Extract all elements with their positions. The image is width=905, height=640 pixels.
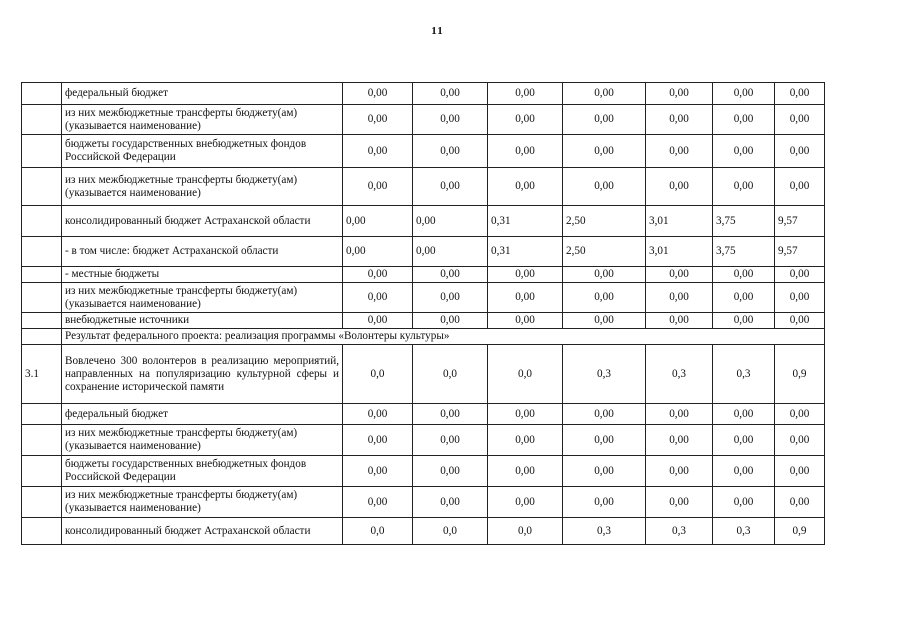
- value-cell: 0,00: [413, 313, 488, 329]
- row-number-cell: [22, 456, 62, 487]
- table-row: [22, 105, 825, 135]
- value-cell: 0,00: [646, 283, 713, 313]
- value-cell: 0,00: [488, 267, 563, 283]
- row-label: из них межбюджетные трансферты бюджету(ам) (указывается наименование): [62, 425, 343, 456]
- value-cell: 0,00: [775, 425, 825, 456]
- row-number-cell: [22, 135, 62, 168]
- value-cell: 0,3: [713, 518, 775, 545]
- value-cell: 0,00: [343, 425, 413, 456]
- row-number-cell: [22, 105, 62, 135]
- value-cell: 0,00: [413, 456, 488, 487]
- value-cell: 0,3: [646, 345, 713, 404]
- value-cell: 0,3: [646, 518, 713, 545]
- value-cell: 0,00: [646, 487, 713, 518]
- value-cell: 0,00: [413, 425, 488, 456]
- table-row: [22, 404, 825, 425]
- row-number-cell: [22, 206, 62, 237]
- table-row: [22, 267, 825, 283]
- value-cell: 0,00: [775, 283, 825, 313]
- value-cell: 0,00: [646, 105, 713, 135]
- value-cell: 0,00: [488, 313, 563, 329]
- table-row: [22, 83, 825, 105]
- value-cell: 0,00: [563, 404, 646, 425]
- value-cell: 0,00: [343, 456, 413, 487]
- value-cell: 0,0: [343, 518, 413, 545]
- value-cell: 0,00: [343, 267, 413, 283]
- value-cell: 0,9: [775, 518, 825, 545]
- value-cell: 0,00: [713, 168, 775, 206]
- value-cell: 0,00: [775, 404, 825, 425]
- value-cell: 0,00: [646, 313, 713, 329]
- value-cell: 0,00: [775, 105, 825, 135]
- row-number-cell: [22, 267, 62, 283]
- value-cell: 0,00: [563, 168, 646, 206]
- value-cell: 0,00: [646, 425, 713, 456]
- value-cell: 0,00: [413, 404, 488, 425]
- row-number-cell: [22, 329, 62, 345]
- value-cell: 3,01: [646, 206, 713, 237]
- value-cell: 0,0: [343, 345, 413, 404]
- value-cell: 0,9: [775, 345, 825, 404]
- row-number-cell: [22, 313, 62, 329]
- value-cell: 0,00: [563, 313, 646, 329]
- value-cell: 0,0: [413, 345, 488, 404]
- value-cell: 0,3: [563, 345, 646, 404]
- value-cell: 0,00: [775, 83, 825, 105]
- value-cell: 0,00: [646, 168, 713, 206]
- value-cell: 0,00: [713, 283, 775, 313]
- value-cell: 0,00: [646, 83, 713, 105]
- table-row: [22, 237, 825, 267]
- value-cell: 0,00: [563, 83, 646, 105]
- value-cell: 0,00: [488, 487, 563, 518]
- value-cell: 0,00: [343, 283, 413, 313]
- table-row: [22, 456, 825, 487]
- table-row: [22, 206, 825, 237]
- value-cell: 0,00: [488, 456, 563, 487]
- value-cell: 0,00: [413, 83, 488, 105]
- row-label: из них межбюджетные трансферты бюджету(ам) (указывается наименование): [62, 487, 343, 518]
- section-row: [22, 329, 825, 345]
- value-cell: 0,00: [343, 313, 413, 329]
- value-cell: 0,00: [343, 404, 413, 425]
- value-cell: 0,0: [488, 345, 563, 404]
- value-cell: 0,00: [713, 404, 775, 425]
- value-cell: 2,50: [563, 237, 646, 267]
- row-label: консолидированный бюджет Астраханской области: [62, 206, 343, 237]
- table-row: [22, 168, 825, 206]
- value-cell: 0,00: [713, 83, 775, 105]
- value-cell: 0,00: [413, 105, 488, 135]
- row-number-cell: [22, 425, 62, 456]
- value-cell: 0,00: [775, 168, 825, 206]
- value-cell: 9,57: [775, 237, 825, 267]
- table-row: [22, 135, 825, 168]
- row-number-cell: [22, 404, 62, 425]
- value-cell: 2,50: [563, 206, 646, 237]
- value-cell: 0,00: [775, 487, 825, 518]
- value-cell: 0,00: [488, 105, 563, 135]
- value-cell: 0,00: [563, 487, 646, 518]
- value-cell: 0,00: [775, 313, 825, 329]
- value-cell: 0,00: [713, 487, 775, 518]
- budget-table: [21, 82, 825, 545]
- value-cell: 0,00: [343, 105, 413, 135]
- value-cell: 0,00: [563, 135, 646, 168]
- row-label: федеральный бюджет: [62, 83, 343, 105]
- table-row: [22, 425, 825, 456]
- value-cell: 0,31: [488, 206, 563, 237]
- value-cell: 3,75: [713, 237, 775, 267]
- value-cell: 0,00: [343, 237, 413, 267]
- value-cell: 0,00: [775, 267, 825, 283]
- value-cell: 0,00: [488, 83, 563, 105]
- value-cell: 0,00: [563, 267, 646, 283]
- table-row: [22, 345, 825, 404]
- value-cell: 0,00: [413, 283, 488, 313]
- row-number-cell: [22, 283, 62, 313]
- value-cell: 0,00: [488, 425, 563, 456]
- value-cell: 0,00: [413, 168, 488, 206]
- value-cell: 0,00: [413, 487, 488, 518]
- row-label: - в том числе: бюджет Астраханской области: [62, 237, 343, 267]
- row-label: федеральный бюджет: [62, 404, 343, 425]
- value-cell: 0,00: [488, 168, 563, 206]
- value-cell: 3,75: [713, 206, 775, 237]
- value-cell: 0,31: [488, 237, 563, 267]
- value-cell: 0,00: [413, 206, 488, 237]
- value-cell: 0,00: [343, 168, 413, 206]
- value-cell: 0,0: [488, 518, 563, 545]
- value-cell: 0,00: [775, 135, 825, 168]
- row-label: консолидированный бюджет Астраханской области: [62, 518, 343, 545]
- page-number: 11: [431, 25, 444, 37]
- value-cell: 0,00: [413, 267, 488, 283]
- value-cell: 0,00: [646, 135, 713, 168]
- value-cell: 0,00: [563, 283, 646, 313]
- table-row: [22, 518, 825, 545]
- value-cell: 0,00: [488, 135, 563, 168]
- value-cell: 0,00: [713, 267, 775, 283]
- value-cell: 0,00: [488, 283, 563, 313]
- value-cell: 0,00: [488, 404, 563, 425]
- value-cell: 0,0: [413, 518, 488, 545]
- value-cell: 0,00: [713, 135, 775, 168]
- value-cell: 0,00: [413, 237, 488, 267]
- value-cell: 0,00: [713, 425, 775, 456]
- row-number-cell: [22, 487, 62, 518]
- row-label: бюджеты государственных внебюджетных фондов Российской Федерации: [62, 456, 343, 487]
- value-cell: 0,00: [713, 456, 775, 487]
- table-row: [22, 487, 825, 518]
- value-cell: 0,00: [343, 135, 413, 168]
- value-cell: 0,3: [713, 345, 775, 404]
- value-cell: 0,00: [775, 456, 825, 487]
- value-cell: 0,00: [646, 404, 713, 425]
- value-cell: 0,00: [563, 456, 646, 487]
- section-title: Результат федерального проекта: реализация программы «Волонтеры культуры»: [62, 329, 825, 345]
- row-label: бюджеты государственных внебюджетных фондов Российской Федерации: [62, 135, 343, 168]
- value-cell: 3,01: [646, 237, 713, 267]
- row-label: из них межбюджетные трансферты бюджету(ам) (указывается наименование): [62, 105, 343, 135]
- table-row: [22, 313, 825, 329]
- value-cell: 0,00: [713, 105, 775, 135]
- table-row: [22, 283, 825, 313]
- value-cell: 0,00: [646, 456, 713, 487]
- value-cell: 0,00: [563, 425, 646, 456]
- row-label: из них межбюджетные трансферты бюджету(ам) (указывается наименование): [62, 283, 343, 313]
- row-label: из них межбюджетные трансферты бюджету(ам) (указывается наименование): [62, 168, 343, 206]
- row-label: - местные бюджеты: [62, 267, 343, 283]
- row-label: Вовлечено 300 волонтеров в реализацию мероприятий, направленных на популяризацию культурной сферы и сохранение исторической памяти: [62, 345, 343, 404]
- value-cell: 0,00: [413, 135, 488, 168]
- row-number-cell: [22, 518, 62, 545]
- row-number-cell: [22, 237, 62, 267]
- value-cell: 0,00: [343, 83, 413, 105]
- value-cell: 0,00: [343, 206, 413, 237]
- budget-table-body: [22, 83, 825, 545]
- value-cell: 0,00: [343, 487, 413, 518]
- value-cell: 0,00: [713, 313, 775, 329]
- value-cell: 0,00: [563, 105, 646, 135]
- row-number-cell: [22, 83, 62, 105]
- row-number-cell: [22, 168, 62, 206]
- row-number-cell: 3.1: [22, 345, 62, 404]
- row-label: внебюджетные источники: [62, 313, 343, 329]
- value-cell: 0,00: [646, 267, 713, 283]
- value-cell: 0,3: [563, 518, 646, 545]
- value-cell: 9,57: [775, 206, 825, 237]
